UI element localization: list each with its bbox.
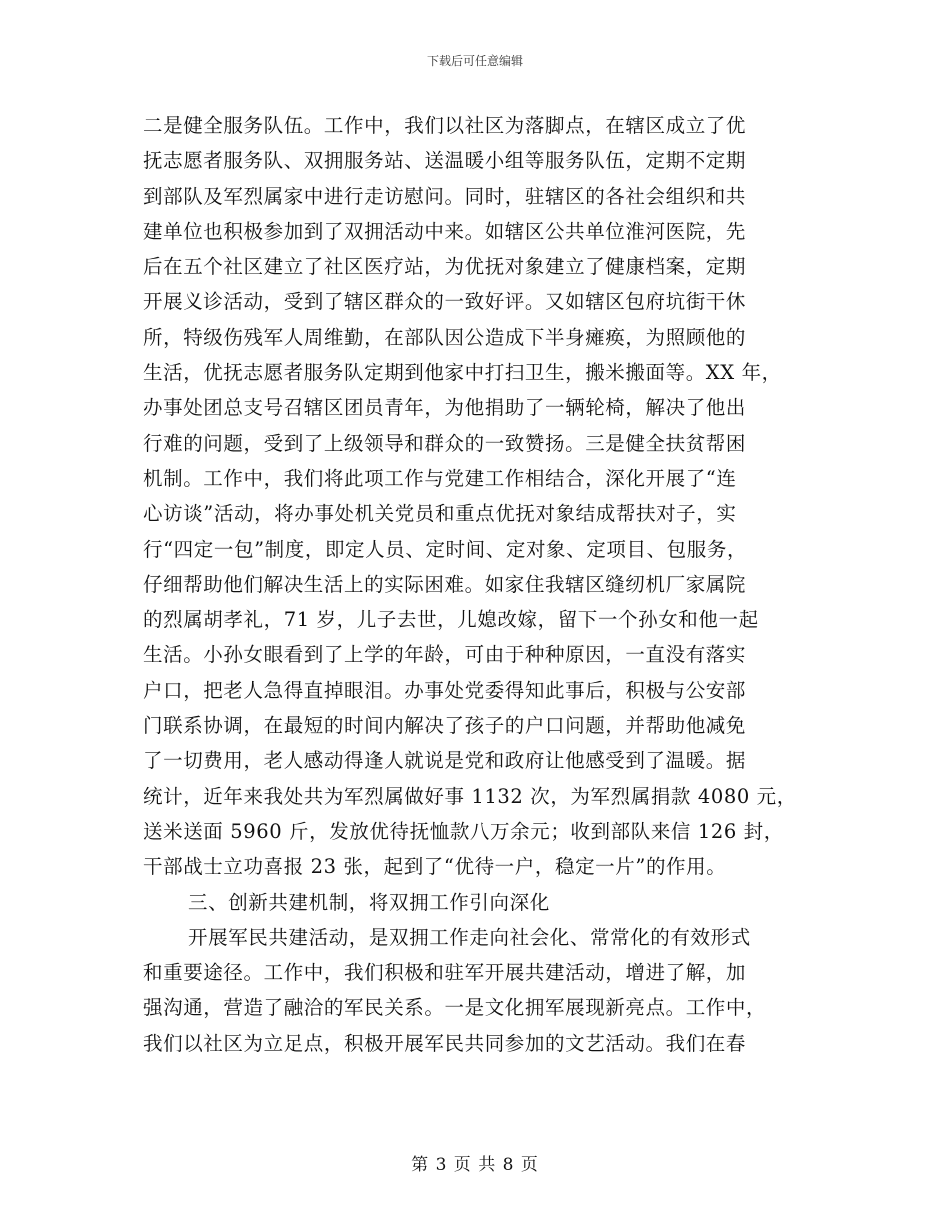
text-line: 二是健全服务队伍。工作中，我们以社区为落脚点，在辖区成立了优 — [143, 114, 747, 137]
text-line: 户口，把老人急得直掉眼泪。办事处党委得知此事后，积极与公安部 — [143, 678, 747, 702]
text-line: 行难的问题，受到了上级领导和群众的一致赞扬。三是健全扶贫帮困 — [143, 431, 747, 455]
text-line: 生活。小孙女眼看到了上学的年龄，可由于种种原因，一直没有落实 — [143, 643, 747, 667]
text-line: 统计，近年来我处共为军烈属做好事 1132 次，为军烈属捐款 4080 元， — [143, 784, 797, 808]
text-line: 干部战士立功喜报 23 张，起到了“优待一户，稳定一片”的作用。 — [143, 855, 727, 879]
text-line: 所，特级伤残军人周维勤，在部队因公造成下半身瘫痪，为照顾他的 — [143, 325, 747, 349]
text-line: 心访谈”活动，将办事处机关党员和重点优抚对象结成帮扶对子，实 — [143, 502, 737, 526]
text-line: 开展义诊活动，受到了辖区群众的一致好评。又如辖区包府坑街干休 — [143, 290, 747, 314]
text-line: 我们以社区为立足点，积极开展军民共同参加的文艺活动。我们在春 — [143, 1031, 747, 1055]
text-line: 抚志愿者服务队、双拥服务站、送温暖小组等服务队伍，定期不定期 — [143, 149, 747, 173]
page-number: 第 3 页 共 8 页 — [411, 1155, 539, 1175]
text-line: 办事处团总支号召辖区团员青年，为他捐助了一辆轮椅，解决了他出 — [143, 396, 747, 420]
page-header: 下载后可任意编辑 — [426, 54, 523, 68]
document-body — [143, 108, 803, 1061]
text-line: 建单位也积极参加到了双拥活动中来。如辖区公共单位淮河医院，先 — [143, 219, 747, 243]
text-line: 生活，优抚志愿者服务队定期到他家中打扫卫生，搬米搬面等。XX 年， — [143, 361, 782, 385]
text-line: 和重要途径。工作中，我们积极和驻军开展共建活动，增进了解，加 — [143, 961, 747, 985]
text-line: 仔细帮助他们解决生活上的实际困难。如家住我辖区缝纫机厂家属院 — [143, 572, 747, 596]
text-line: 门联系协调，在最短的时间内解决了孩子的户口问题，并帮助他减免 — [143, 714, 747, 738]
section-heading: 三、创新共建机制，将双拥工作引向深化 — [188, 890, 550, 914]
text-line: 强沟通，营造了融洽的军民关系。一是文化拥军展现新亮点。工作中， — [143, 996, 767, 1020]
text-line: 机制。工作中，我们将此项工作与党建工作相结合，深化开展了“连 — [143, 466, 737, 490]
text-line: 到部队及军烈属家中进行走访慰问。同时，驻辖区的各社会组织和共 — [143, 184, 747, 208]
text-line: 了一切费用，老人感动得逢人就说是党和政府让他感受到了温暖。据 — [143, 749, 747, 773]
text-line: 送米送面 5960 斤，发放优待抚恤款八万余元；收到部队来信 126 封， — [143, 819, 784, 843]
text-line: 的烈属胡孝礼，71 岁，儿子去世，儿媳改嫁，留下一个孙女和他一起 — [143, 608, 759, 632]
paragraph-first-line: 开展军民共建活动，是双拥工作走向社会化、常常化的有效形式 — [188, 925, 751, 949]
text-line: 行“四定一包”制度，即定人员、定时间、定对象、定项目、包服务， — [143, 537, 748, 561]
text-line: 后在五个社区建立了社区医疗站，为优抚对象建立了健康档案，定期 — [143, 255, 747, 279]
